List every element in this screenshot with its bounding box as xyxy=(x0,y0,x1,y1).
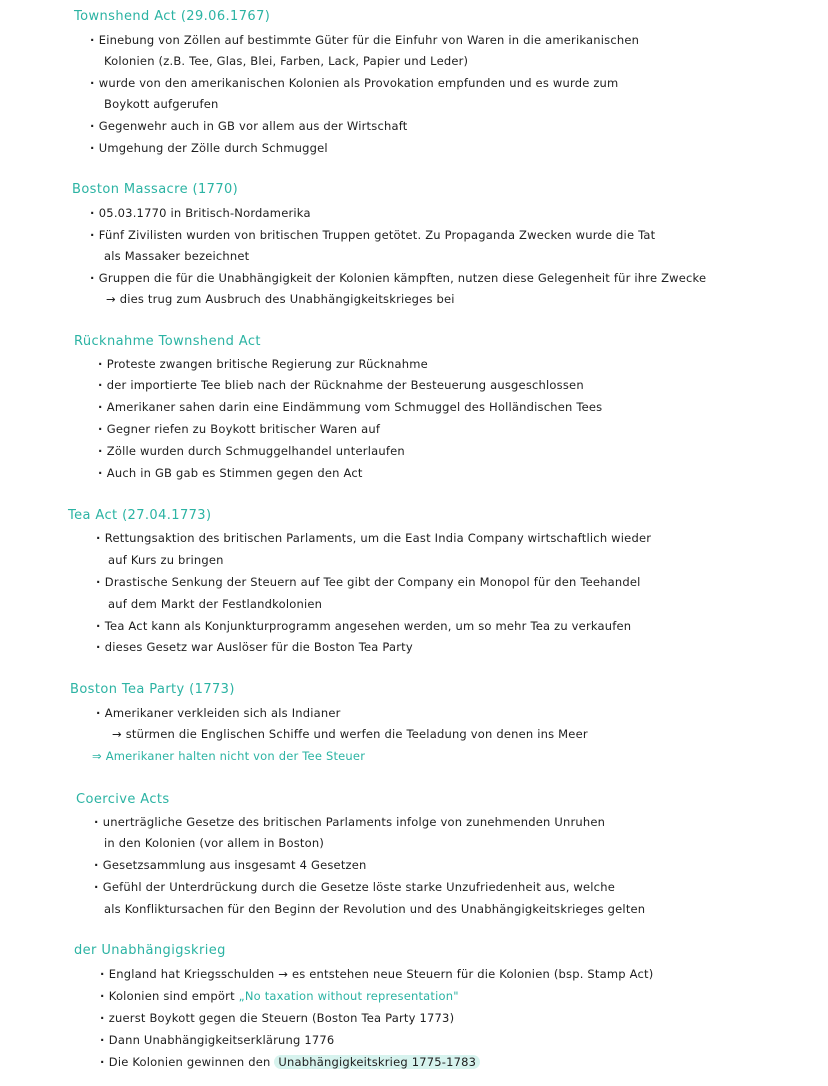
note-line: · Tea Act kann als Konjunkturprogramm angesehen werden, um so mehr Tea zu verkaufen xyxy=(96,619,631,633)
note-line: Kolonien (z.B. Tee, Glas, Blei, Farben, Lack, Papier und Leder) xyxy=(104,54,469,68)
note-line: · Rettungsaktion des britischen Parlaments, um die East India Company wirtschaftlich wieder xyxy=(96,531,651,545)
section-heading: Boston Massacre (1770) xyxy=(72,182,239,197)
section-heading: Boston Tea Party (1773) xyxy=(70,682,235,697)
note-line: · Proteste zwangen britische Regierung zur Rücknahme xyxy=(98,357,428,371)
note-line: in den Kolonien (vor allem in Boston) xyxy=(104,836,325,850)
note-line: auf dem Markt der Festlandkolonien xyxy=(108,597,323,611)
section-heading: Tea Act (27.04.1773) xyxy=(68,508,212,523)
note-line: · Gesetzsammlung aus insgesamt 4 Gesetzen xyxy=(94,858,367,872)
slogan-text: „No taxation without representation" xyxy=(238,989,459,1003)
conclusion-line: ⇒ Amerikaner halten nicht von der Tee Steuer xyxy=(92,749,366,763)
note-line: · dieses Gesetz war Auslöser für die Boston Tea Party xyxy=(96,640,413,654)
section-heading: Rücknahme Townshend Act xyxy=(74,334,261,349)
note-line: · Kolonien sind empört „No taxation without representation" xyxy=(100,989,459,1003)
section-heading: der Unabhängigskrieg xyxy=(74,943,226,958)
note-line: · der importierte Tee blieb nach der Rücknahme der Besteuerung ausgeschlossen xyxy=(98,378,584,392)
note-line: · England hat Kriegsschulden → es entstehen neue Steuern für die Kolonien (bsp. Stamp Act) xyxy=(100,967,653,981)
note-line: als Konfliktursachen für den Beginn der Revolution und des Unabhängigkeitskrieges gelten xyxy=(104,902,646,916)
section-heading: Coercive Acts xyxy=(76,792,170,807)
note-line: · Dann Unabhängigkeitserklärung 1776 xyxy=(100,1033,334,1047)
note-line: · Drastische Senkung der Steuern auf Tee gibt der Company ein Monopol für den Teehandel xyxy=(96,575,641,589)
section-heading: Townshend Act (29.06.1767) xyxy=(74,9,271,24)
note-line: → stürmen die Englischen Schiffe und werfen die Teeladung von denen ins Meer xyxy=(112,727,588,741)
note-line: auf Kurs zu bringen xyxy=(108,553,224,567)
note-line: als Massaker bezeichnet xyxy=(104,249,250,263)
note-line: · Die Kolonien gewinnen den Unabhängigkeitskrieg 1775-1783 xyxy=(100,1055,480,1069)
note-line: · Gruppen die für die Unabhängigkeit der Kolonien kämpften, nutzen diese Gelegenheit für ihre Zwecke xyxy=(90,271,706,285)
note-line: · Gefühl der Unterdrückung durch die Gesetze löste starke Unzufriedenheit aus, welche xyxy=(94,880,615,894)
note-line: · unerträgliche Gesetze des britischen Parlaments infolge von zunehmenden Unruhen xyxy=(94,815,605,829)
note-line: · zuerst Boykott gegen die Steuern (Boston Tea Party 1773) xyxy=(100,1011,454,1025)
note-line: · 05.03.1770 in Britisch-Nordamerika xyxy=(90,206,311,220)
note-line: · Amerikaner sahen darin eine Eindämmung vom Schmuggel des Holländischen Tees xyxy=(98,400,602,414)
note-line: · wurde von den amerikanischen Kolonien als Provokation empfunden und es wurde zum xyxy=(90,76,618,90)
highlighted-text: Unabhängigkeitskrieg 1775-1783 xyxy=(274,1055,480,1069)
note-line: · Umgehung der Zölle durch Schmuggel xyxy=(90,141,328,155)
note-line: · Fünf Zivilisten wurden von britischen Truppen getötet. Zu Propaganda Zwecken wurde die Tat xyxy=(90,228,655,242)
note-line: · Zölle wurden durch Schmuggelhandel unterlaufen xyxy=(98,444,405,458)
note-line: · Amerikaner verkleiden sich als Indianer xyxy=(96,706,341,720)
note-line: · Einebung von Zöllen auf bestimmte Güter für die Einfuhr von Waren in die amerikanischen xyxy=(90,33,639,47)
note-line: → dies trug zum Ausbruch des Unabhängigkeitskrieges bei xyxy=(106,292,455,306)
note-line: · Gegenwehr auch in GB vor allem aus der Wirtschaft xyxy=(90,119,407,133)
note-line: Boykott aufgerufen xyxy=(104,97,219,111)
note-line: · Auch in GB gab es Stimmen gegen den Act xyxy=(98,466,363,480)
note-line: · Gegner riefen zu Boykott britischer Waren auf xyxy=(98,422,380,436)
